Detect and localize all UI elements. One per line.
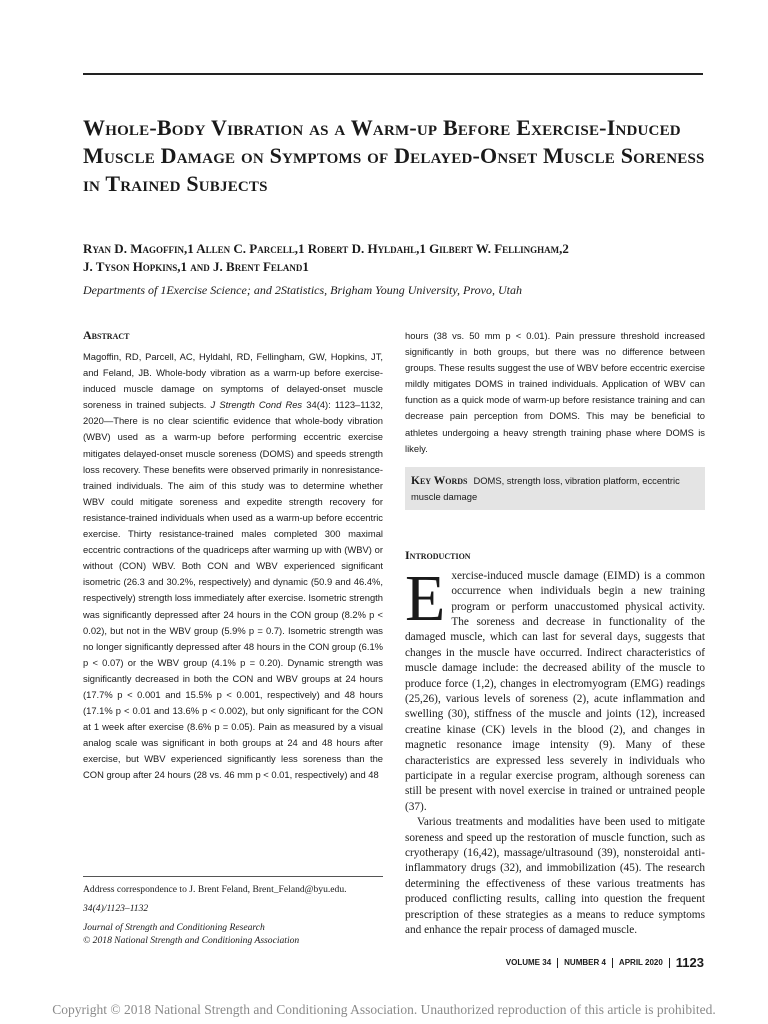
keywords-box	[405, 467, 705, 510]
footer-separator	[669, 958, 670, 968]
affiliations: Departments of 1Exercise Science; and 2Statistics, Brigham Young University, Provo, Utah	[83, 283, 522, 297]
intro-paragraph-1	[405, 561, 705, 816]
copyright-watermark: Copyright © 2018 National Strength and Conditioning Association. Unauthorized reproduction of this article is prohibited.	[52, 1002, 716, 1017]
article-title: Whole-Body Vibration as a Warm-up Before Exercise-Induced Muscle Damage on Symptoms of Delayed-Onset Muscle Soreness in Trained Subjects	[83, 115, 705, 196]
abstract-text-right: hours (38 vs. 50 mm p < 0.01). Pain pressure threshold increased significantly in both groups, but there was no difference between groups. These results suggest the use of WBV before eccentric exercise mildly mitigates DOMS in trained individuals. Application of WBV can function as a quick mode of warm-up before resistance training and can decrease pain perception from DOMS. This may be beneficial to athletes undergoing a heavy strength training phase where DOMS is likely.	[405, 330, 705, 454]
abstract-body-left	[83, 349, 383, 784]
journal-copyright: © 2018 National Strength and Conditioning Association	[83, 935, 300, 946]
footer-separator	[557, 958, 558, 968]
abstract-heading: Abstract	[83, 328, 130, 342]
number-label: NUMBER 4	[564, 958, 606, 967]
page-footer	[506, 955, 704, 970]
journal-name: Journal of Strength and Conditioning Research	[83, 922, 265, 933]
author-list	[83, 240, 723, 276]
volume-reference: 34(4)/1123–1132	[83, 903, 149, 914]
correspondence-note: Address correspondence to J. Brent Feland, Brent_Feland@byu.edu.	[83, 884, 347, 895]
keywords-text: DOMS, strength loss, vibration platform, eccentric muscle damage	[411, 474, 680, 502]
abstract-text-left: There is no clear scientific evidence that whole-body vibration (WBV) used as a warm-up before performing eccentric exercise mitigates delayed-onset muscle soreness (DOMS) and speeds strength loss recovery. These benefits were observed primarily in nonresistance-trained individuals. The aim of this study was to determine whether WBV could mitigate soreness and expedite strength recovery for resistance-trained individuals when used as a warm-up before eccentric exercise. Thirty resistance-trained males completed 300 maximal eccentric contractions of the quadriceps after warming up with (WBV) or without (CON) WBV. Both CON and WBV experienced significant isometric (26.3 and 30.2%, respectively) and dynamic (50.9 and 46.4%, respectively) strength loss immediately after exercise. Isometric strength was significantly depressed after 24 hours in the CON group (8.2% p < 0.02), but not in the WBV group (5.9% p = 0.7). Isometric strength was no longer significantly depressed after 48 hours in the CON group (6.1% p < 0.07) or the WBV group (4.1% p = 0.20). Dynamic strength was significantly decreased in both the CON and WBV groups at 24 hours (17.7% p < 0.001 and 15.5% p < 0.001, respectively) and 48 hours (17.1% p < 0.01 and 13.6% p < 0.002), but only significant for the CON at 1 week after exercise (8.6% p = 0.05). Pain as measured by a visual analog scale was significant in both groups at 24 and 48 hours after exercise, but WBV experienced significantly less soreness than the CON group after 24 hours (28 vs. 46 mm p < 0.01, respectively) and 48	[83, 415, 383, 781]
right-column	[405, 328, 705, 939]
footer-separator	[612, 958, 613, 968]
footnote	[83, 883, 383, 953]
page-number: 1123	[675, 955, 704, 970]
keywords-label: Key Words	[411, 474, 468, 487]
date-label: APRIL 2020	[618, 958, 663, 967]
drop-cap: E	[405, 561, 446, 635]
authors-line-2: J. Tyson Hopkins,1 and J. Brent Feland1	[83, 259, 309, 274]
intro-paragraph-2: Various treatments and modalities have been used to mitigate soreness and speed up the restoration of muscle function, such as cryotherapy (16,42), massage/ultrasound (39), nonsteroidal anti-inflammatory drugs (32), and immobilization (45). The research determining the effectiveness of these various treatments has produced conflicting results, calling into question the frequent prescription of these strategies as a means to reduce symptoms and enhance the repair process of damaged muscle.	[405, 816, 705, 937]
left-column	[83, 328, 383, 784]
volume-label: VOLUME 34	[505, 958, 552, 967]
introduction-heading: Introduction	[405, 547, 471, 562]
footnote-rule	[83, 876, 383, 877]
authors-line-1: Ryan D. Magoffin,1 Allen C. Parcell,1 Robert D. Hyldahl,1 Gilbert W. Fellingham,2	[83, 241, 569, 256]
journal-abbrev: J Strength Cond Res	[210, 399, 303, 411]
top-rule	[83, 73, 703, 75]
abstract-citation: Magoffin, RD, Parcell, AC, Hyldahl, RD, Fellingham, GW, Hopkins, JT, and Feland, JB. Whole-body vibration as a warm-up before exercise-induced muscle damage on symptoms of delayed-onset muscle soreness in trained subjects.	[83, 351, 383, 411]
intro-paragraph-1-text: xercise-induced muscle damage (EIMD) is a common occurrence when individuals begin a new training program or perform unaccustomed physical activity. The soreness and decrease in functionality of the damaged muscle, which can last for several days, suggests that changes in the muscle have occurred. Indirect characteristics of muscle damage include: the decreased ability of the muscle to produce force (1,2), changes in electromyogram (EMG) readings (25,26), various levels of soreness (2), acute inflammation and swelling (30), stiffness of the muscle and joints (12), increased creatine kinase (CK) levels in the blood (2), and changes in magnetic resonance image intensity (9). Many of these characteristics are expressed less severely in individuals who participate in a regular exercise program, although soreness can still be present with novel exercise in trained or untrained people (37).	[405, 569, 705, 813]
abstract-citation-tail: 34(4): 1123–1132, 2020—	[83, 399, 384, 427]
